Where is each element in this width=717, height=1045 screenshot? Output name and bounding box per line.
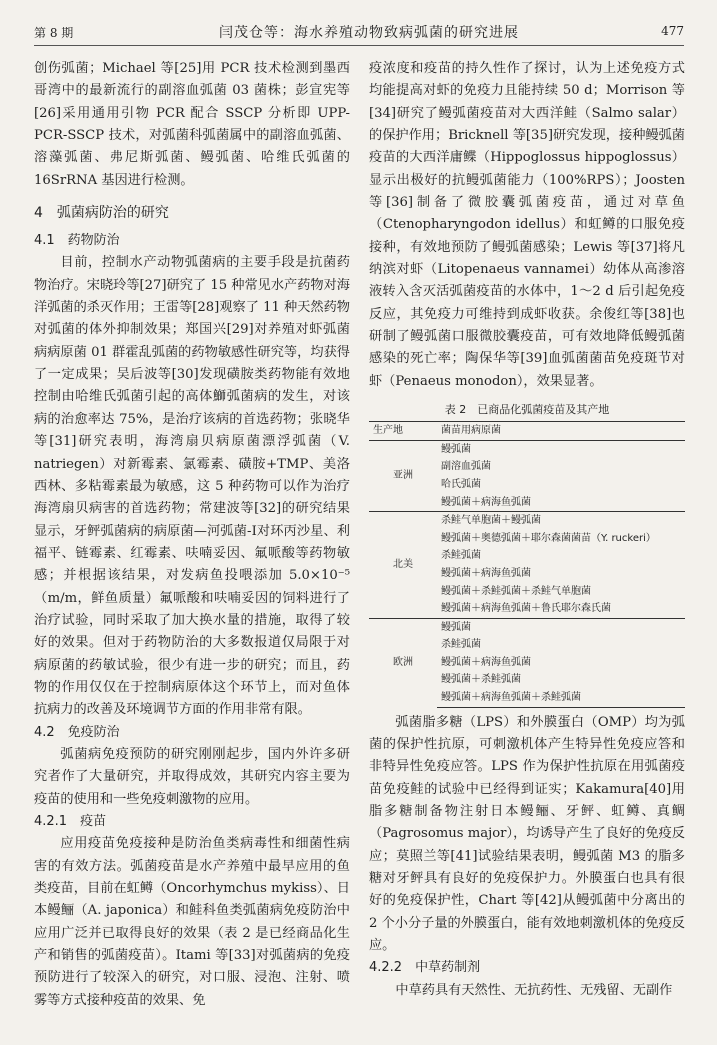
table-title: 表 2 已商品化弧菌疫苗及其产地 (444, 403, 610, 417)
region-cell: 欧洲 (369, 618, 437, 707)
header-rule (34, 45, 684, 46)
subsection-heading: 4.2.2 中草药制剂 (369, 960, 481, 976)
pathogen-cell: 哈氏弧菌 (441, 478, 481, 490)
paragraph: 弧菌脂多糖（LPS）和外膜蛋白（OMP）均为弧菌的保护性抗原，可刺激机体产生特异性免疫应答和非特异性免疫应答。LPS 作为保护性抗原在用弧菌疫苗免疫鲑的试验中已经得到证实；Kakamura[40]用脂多糖制备物注射日本鳗鲡、牙鲆、虹鳟、真鲷（Pagrosomus major），均诱导产生了良好的免疫反应；莫照兰等[41]试验结果表明，鳗弧菌 M3 的脂多糖对牙鲆具有良好的免疫保护力。外膜蛋白也具有很好的免疫保护性，Chart 等[42]从鳗弧菌中分离出的 2 个小分子量的外膜蛋白，能有效地刺激机体的免疫反应。 (369, 714, 685, 954)
subsection-heading: 4.2.1 疫苗 (34, 814, 107, 829)
pathogen-cell: 鳗弧菌＋病海鱼弧菌 (441, 656, 531, 668)
running-title: 闫茂仓等：海水养殖动物致病弧菌的研究进展 (219, 25, 519, 41)
paragraph: 创伤弧菌；Michael 等[25]用 PCR 技术检测到墨西哥湾中的最新流行的副溶血弧菌 03 菌株；彭宣宪等[26]采用通用引物 PCR 配合 SSCP 分析即 UPP-PCR-SSCP 技术，对弧菌科弧菌属中的副溶血弧菌、溶藻弧菌、弗尼斯弧菌、鳗弧菌、哈维氏弧菌的 16SrRNA 基因进行检测。 (34, 61, 350, 188)
table-body (369, 440, 685, 707)
pathogen-cell: 杀鲑弧菌 (441, 550, 481, 562)
table-row (369, 618, 685, 636)
pathogen-cell: 鳗弧菌 (441, 443, 471, 455)
pathogen-cell: 副溶血弧菌 (441, 461, 491, 473)
pathogen-cell: 鳗弧菌＋病海鱼弧菌 (441, 496, 531, 508)
region-cell: 北美 (369, 512, 437, 619)
paragraph: 中草药具有天然性、无抗药性、无残留、无副作 (395, 982, 673, 998)
region-cell: 亚洲 (393, 470, 413, 482)
header-region: 生产地 (369, 422, 437, 441)
page-number: 477 (661, 24, 684, 38)
section-heading: 4 弧菌病防治的研究 (34, 205, 169, 222)
pathogen-cell: 鳗弧菌＋病海鱼弧菌＋鲁氏耶尔森氏菌 (441, 603, 611, 615)
right-column-top (369, 58, 685, 393)
pathogen-cell: 杀鲑气单胞菌＋鳗弧菌 (437, 512, 685, 530)
paragraph: 目前，控制水产动物弧菌病的主要手段是抗菌药物治疗。宋晓玲等[27]研究了 15 种常见水产药物对海洋弧菌的杀灭作用；王雷等[28]观察了 11 种天然药物对弧菌的体外抑制效果；郑国兴[29]对养殖对虾弧菌病病原菌 01 群霍乱弧菌的药物敏感性研究等，均获得了一定成果；吴后波等[30]发现磺胺类药物能有效地控制由哈维氏弧菌引起的高体鰤弧菌病的发生，对该病的治愈率达 75%，是治疗该病的首选药物；张晓华等[31]研究表明，海湾扇贝病原菌漂浮弧菌（V. natriegen）对新霉素、氯霉素、磺胺+TMP、美洛西林、多粘霉素最为敏感，这 5 种药物可以作为治疗海湾扇贝病害的首选药物；常建波等[32]的研究结果显示，牙鲆弧菌病的病原菌—河弧菌-Ⅰ对环丙沙星、利福平、链霉素、红霉素、呋喃妥因、氟哌酸等药物敏感；并根据该结果，对发病鱼投喂添加 5.0×10⁻⁵（m/m，鲜鱼质量）氟哌酸和呋喃妥因的饲料进行了治疗试验，同时采取了加大换水量的措施，取得了较好的效果。但对于药物防治的大多数报道仅局限于对病原菌的药敏试验，很少有进一步的研究；而且，药物的作用仅仅在于控制病原体这个环节上，而对鱼体抗病力的改善及环境调节方面的作用非常有限。 (34, 255, 350, 718)
pathogen-cell: 鳗弧菌＋病海鱼弧菌 (441, 567, 531, 579)
paragraph: 应用疫苗免疫接种是防治鱼类病毒性和细菌性病害的有效方法。弧菌疫苗是水产养殖中最早应用的鱼类疫苗，目前在虹鳟（Oncorhymchus mykiss）、日本鳗鲡（A. japonica）和鲑科鱼类弧菌病免疫防治中应用广泛并已取得良好的效果（表 2 是已经商品化生产和销售的弧菌疫苗）。Itami 等[33]对弧菌病的免疫预防进行了较深入的研究，对口服、浸泡、注射、喷雾等方式接种疫苗的效果、免 (34, 836, 350, 1008)
subsection-heading: 4.1 药物防治 (34, 233, 120, 249)
pathogen-cell: 杀鲑弧菌 (441, 639, 481, 651)
page-header (34, 24, 684, 42)
pathogen-cell: 鳗弧菌＋奥德弧菌＋耶尔森菌菌苗（Y. ruckeri） (441, 532, 656, 544)
vaccine-table (369, 401, 685, 708)
pathogen-cell: 鳗弧菌 (437, 618, 685, 636)
pathogen-cell: 鳗弧菌＋杀鲑弧菌＋杀鲑气单胞菌 (441, 585, 591, 597)
table-header-row (369, 422, 685, 441)
left-column (34, 58, 350, 1012)
pathogen-cell: 鳗弧菌＋病海鱼弧菌＋杀鲑弧菌 (437, 689, 685, 707)
right-column-bottom (369, 712, 685, 1002)
subsection-heading: 4.2 免疫防治 (34, 724, 120, 740)
table (369, 421, 685, 708)
right-column (369, 58, 685, 1002)
header-pathogen: 菌苗用病原菌 (437, 422, 685, 441)
paragraph: 疫浓度和疫苗的持久性作了探讨，认为上述免疫方式均能提高对虾的免疫力且能持续 50 d；Morrison 等[34]研究了鳗弧菌疫苗对大西洋鲑（Salmo salar）的保护作用；Bricknell 等[35]研究发现，接种鳗弧菌疫苗的大西洋庸鲽（Hippoglossus hippoglossus）显示出极好的抗鳗弧菌能力（100%RPS）；Joosten 等[36]制备了微胶囊弧菌疫苗，通过对草鱼（Ctenopharyngodon idellus）和虹鳟的口服免疫接种，有效地预防了鳗弧菌感染；Lewis 等[37]将凡纳滨对虾（Litopenaeus vannamei）幼体从高渗溶液转入含灭活弧菌疫苗的水体中，1～2 d 后引起免疫反应，其免疫力可维持到成虾收获。余俊红等[38]也研制了鳗弧菌口服微胶囊疫苗，可有效地降低鳗弧菌感染的死亡率；陶保华等[39]血弧菌菌苗免疫斑节对虾（Penaeus monodon），效果显著。 (369, 61, 685, 389)
issue-number: 第 8 期 (34, 26, 74, 40)
pathogen-cell: 鳗弧菌＋杀鲑弧菌 (441, 674, 521, 686)
table-row (369, 440, 685, 458)
paragraph: 弧菌病免疫预防的研究刚刚起步，国内外许多研究者作了大量研究，并取得成效，其研究内容主要为疫苗的使用和一些免疫刺激物的应用。 (34, 746, 350, 807)
table-row (369, 512, 685, 530)
